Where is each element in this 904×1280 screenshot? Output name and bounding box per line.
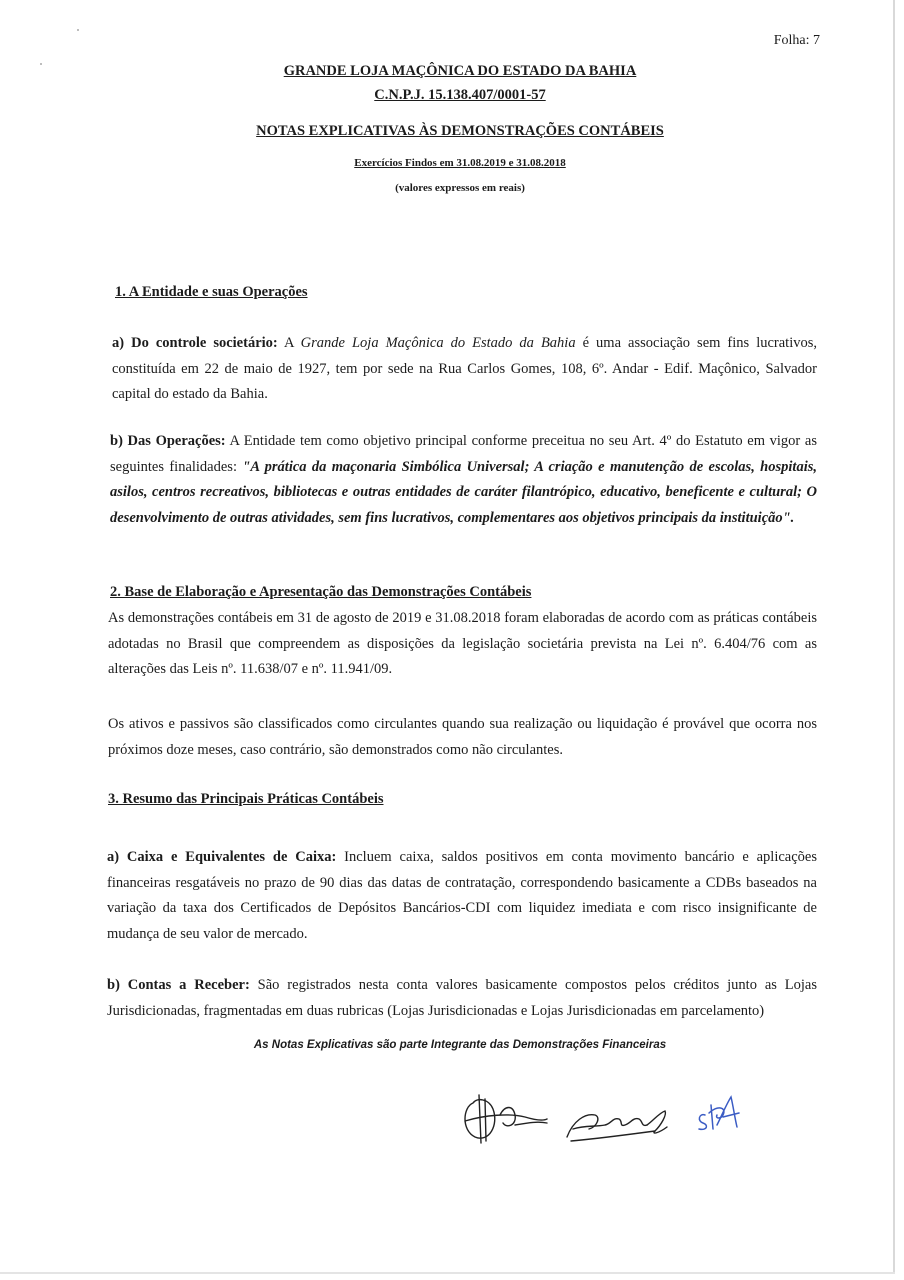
page-bottom-edge <box>0 1272 895 1274</box>
section-1b-quote: "A prática da maçonaria Simbólica Universal; A criação e manutenção de escolas, hospitais, asilos, centros recreativos, bibliotecas e outras entidades de caráter filantrópico, educativo, beneficente e cultural; O desenvolvimento de outras atividades, sem fins lucrativos, complementares aos objetivos principais da instituição". <box>110 458 817 526</box>
section-1-title: 1. A Entidade e suas Operações <box>115 284 308 300</box>
section-1a-lead: a) Do controle societário: <box>112 335 278 351</box>
signature-initials <box>699 1097 739 1129</box>
currency-note: (valores expressos em reais) <box>395 182 525 194</box>
scan-speck <box>40 63 42 65</box>
section-1a-entity-name: Grande Loja Maçônica do Estado da Bahia <box>300 335 576 351</box>
fiscal-periods: Exercícios Findos em 31.08.2019 e 31.08.2018 <box>354 157 566 169</box>
section-1a-paragraph <box>112 331 817 408</box>
footer-note: As Notas Explicativas são parte Integrante das Demonstrações Financeiras <box>253 1039 667 1051</box>
section-2-paragraph-2: Os ativos e passivos são classificados como circulantes quando sua realização ou liquidação é provável que ocorra nos próximos doze meses, caso contrário, são demonstrados como não circulantes. <box>108 716 817 758</box>
section-3-title: 3. Resumo das Principais Práticas Contábeis <box>108 791 384 807</box>
document-title: NOTAS EXPLICATIVAS ÀS DEMONSTRAÇÕES CONTÁBEIS <box>256 123 664 139</box>
section-1a-text-1: A <box>277 335 301 351</box>
signature-2 <box>567 1111 667 1141</box>
section-2-title: 2. Base de Elaboração e Apresentação das Demonstrações Contábeis <box>110 584 532 600</box>
section-1a-text-2: é uma associação sem fins lucrativos, constituída em 22 de maio de 1927, tem por sede na Rua Carlos Gomes, 108, 6º. Andar - Edif. Maçônico, Salvador capital do estado da Bahia. <box>112 335 817 402</box>
scan-speck <box>77 29 79 31</box>
signatures <box>455 1085 755 1155</box>
section-3b-paragraph <box>107 973 817 1024</box>
section-1b-text: A Entidade tem como objetivo principal conforme preceitua no seu Art. 4º do Estatuto em vigor as seguintes finalidades: <box>110 433 817 475</box>
page-right-edge <box>893 0 895 1272</box>
section-1b-paragraph <box>110 429 817 531</box>
page-number: Folha: 7 <box>773 33 820 48</box>
cnpj: C.N.P.J. 15.138.407/0001-57 <box>374 87 546 103</box>
signature-1 <box>465 1095 547 1143</box>
organization-name: GRANDE LOJA MAÇÔNICA DO ESTADO DA BAHIA <box>283 63 637 79</box>
section-2-paragraph-1: As demonstrações contábeis em 31 de agosto de 2019 e 31.08.2018 foram elaboradas de acordo com as práticas contábeis adotadas no Brasil que compreendem as disposições da legislação societária prevista na Lei nº. 6.404/76 com as alterações das Leis nº. 11.638/07 e nº. 11.941/09. <box>108 610 817 677</box>
section-3b-lead: b) Contas a Receber: <box>107 977 250 993</box>
section-3a-text: Incluem caixa, saldos positivos em conta movimento bancário e aplicações financeiras resgatáveis no prazo de 90 dias das datas de contratação, correspondendo basicamente a CDBs baseados na variação da taxa dos Certificados de Depósitos Bancários-CDI com liquidez imediata e com risco insignificante de mudança de seu valor de mercado. <box>107 849 817 942</box>
section-3a-paragraph <box>107 845 817 947</box>
section-1b-lead: b) Das Operações: <box>110 433 226 449</box>
section-3a-lead: a) Caixa e Equivalentes de Caixa: <box>107 849 337 865</box>
section-3b-text: São registrados nesta conta valores basicamente compostos pelos créditos junto as Lojas Jurisdicionadas, fragmentadas em duas rubricas (Lojas Jurisdicionadas e Lojas Jurisdicionadas em parcelamento) <box>107 977 817 1019</box>
